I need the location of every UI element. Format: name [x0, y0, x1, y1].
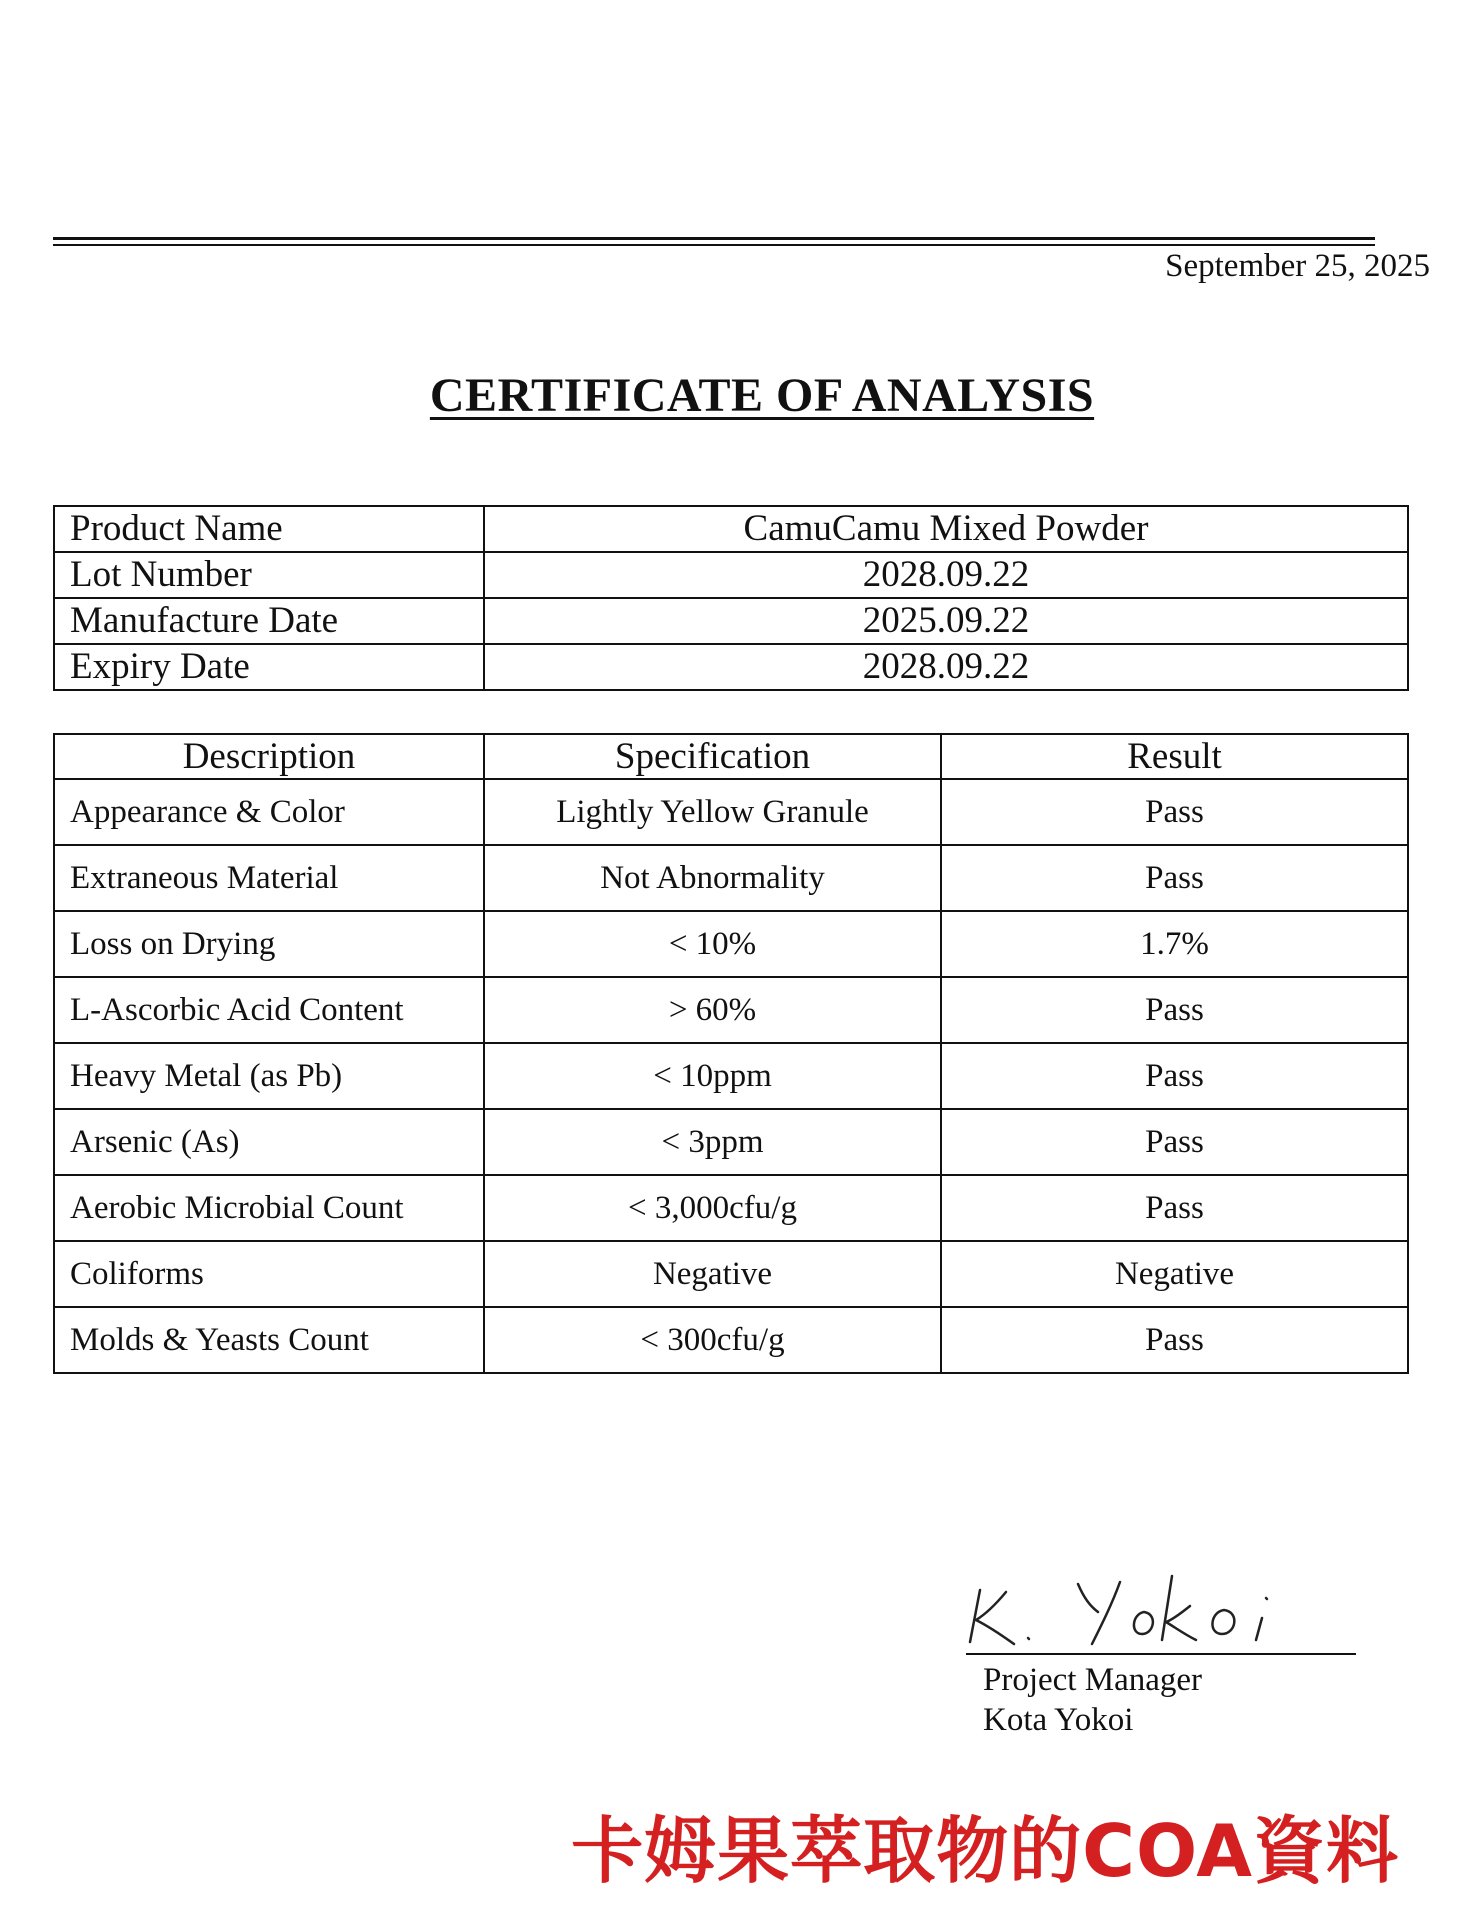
- specification-cell: < 3ppm: [484, 1109, 941, 1175]
- result-cell: Pass: [941, 977, 1408, 1043]
- table-row: [54, 911, 1408, 977]
- table-row: [54, 506, 1408, 552]
- info-value: 2025.09.22: [484, 598, 1408, 644]
- table-row: [54, 1241, 1408, 1307]
- signatory-name: Kota Yokoi: [983, 1702, 1134, 1738]
- specification-cell: Not Abnormality: [484, 845, 941, 911]
- info-label: Expiry Date: [54, 644, 484, 690]
- analysis-table: [53, 733, 1409, 1374]
- result-cell: Negative: [941, 1241, 1408, 1307]
- specification-cell: Lightly Yellow Granule: [484, 779, 941, 845]
- result-cell: Pass: [941, 1307, 1408, 1373]
- column-header-description: Description: [54, 734, 484, 779]
- table-row: [54, 977, 1408, 1043]
- specification-cell: > 60%: [484, 977, 941, 1043]
- info-label: Lot Number: [54, 552, 484, 598]
- result-cell: Pass: [941, 1043, 1408, 1109]
- info-value: 2028.09.22: [484, 552, 1408, 598]
- specification-cell: < 10ppm: [484, 1043, 941, 1109]
- table-row: [54, 1043, 1408, 1109]
- table-row: [54, 552, 1408, 598]
- handwritten-signature: [966, 1568, 1356, 1648]
- description-cell: Appearance & Color: [54, 779, 484, 845]
- result-cell: Pass: [941, 1109, 1408, 1175]
- result-cell: Pass: [941, 1175, 1408, 1241]
- description-cell: Heavy Metal (as Pb): [54, 1043, 484, 1109]
- description-cell: Extraneous Material: [54, 845, 484, 911]
- signatory-title: Project Manager: [983, 1662, 1202, 1698]
- info-label: Product Name: [54, 506, 484, 552]
- description-cell: Aerobic Microbial Count: [54, 1175, 484, 1241]
- info-label: Manufacture Date: [54, 598, 484, 644]
- document-date: September 25, 2025: [1165, 248, 1430, 284]
- table-header-row: [54, 734, 1408, 779]
- specification-cell: < 3,000cfu/g: [484, 1175, 941, 1241]
- description-cell: Arsenic (As): [54, 1109, 484, 1175]
- signature-line: [966, 1653, 1356, 1655]
- specification-cell: < 300cfu/g: [484, 1307, 941, 1373]
- column-header-result: Result: [941, 734, 1408, 779]
- result-cell: Pass: [941, 779, 1408, 845]
- table-row: [54, 1307, 1408, 1373]
- info-value: CamuCamu Mixed Powder: [484, 506, 1408, 552]
- result-cell: Pass: [941, 845, 1408, 911]
- header-rule: [53, 237, 1375, 246]
- result-cell: 1.7%: [941, 911, 1408, 977]
- table-row: [54, 1109, 1408, 1175]
- table-row: [54, 644, 1408, 690]
- column-header-specification: Specification: [484, 734, 941, 779]
- table-row: [54, 779, 1408, 845]
- caption-text: 卡姆果萃取物的COA資料: [571, 1809, 1399, 1893]
- table-row: [54, 598, 1408, 644]
- product-info-table: [53, 505, 1409, 691]
- document-title: CERTIFICATE OF ANALYSIS: [429, 369, 1095, 422]
- info-value: 2028.09.22: [484, 644, 1408, 690]
- description-cell: Coliforms: [54, 1241, 484, 1307]
- table-row: [54, 845, 1408, 911]
- specification-cell: < 10%: [484, 911, 941, 977]
- description-cell: Loss on Drying: [54, 911, 484, 977]
- table-row: [54, 1175, 1408, 1241]
- description-cell: Molds & Yeasts Count: [54, 1307, 484, 1373]
- description-cell: L-Ascorbic Acid Content: [54, 977, 484, 1043]
- specification-cell: Negative: [484, 1241, 941, 1307]
